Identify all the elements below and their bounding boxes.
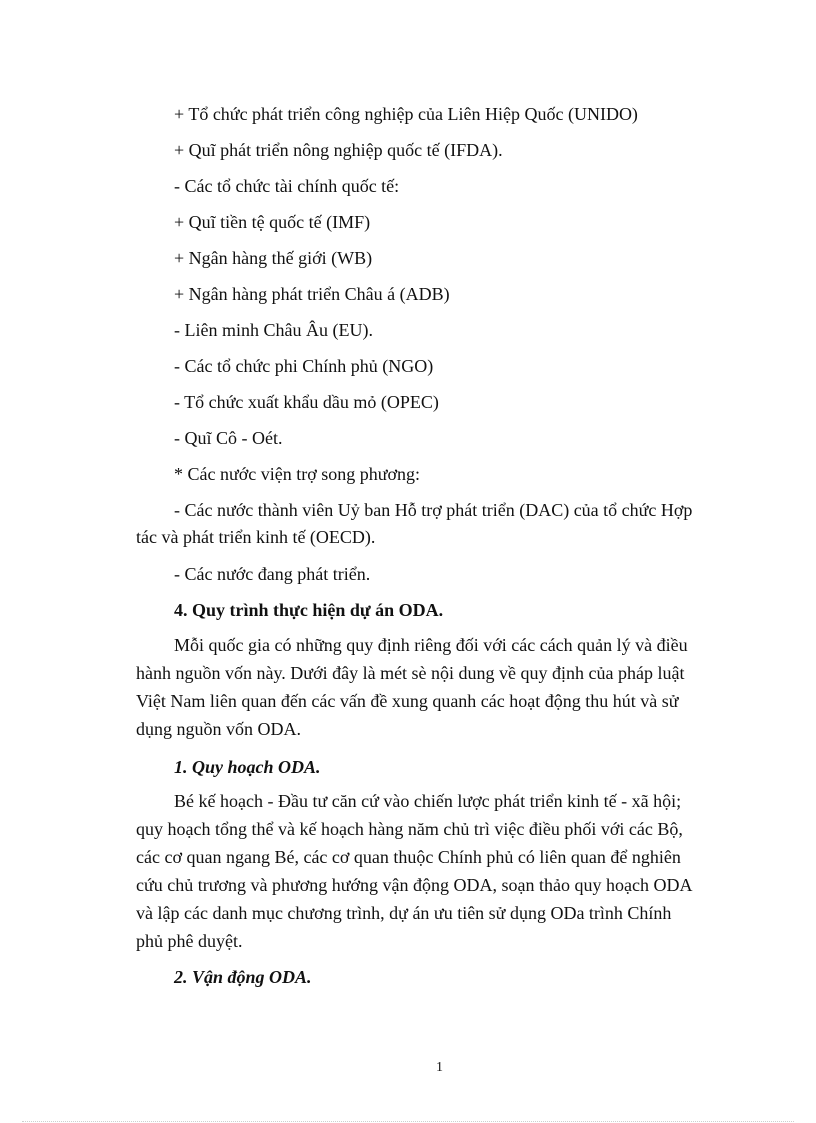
list-item-eu: - Liên minh Châu Âu (EU). — [174, 320, 373, 340]
list-item-dac-line2: tác và phát triển kinh tế (OECD). — [136, 527, 376, 547]
list-item-kuwait-fund: - Quĩ Cô - Oét. — [174, 428, 283, 448]
paragraph-2-line1: Bé kế hoạch - Đầu tư căn cứ vào chiến lược phát triển kinh tế - xã hội; — [174, 791, 682, 811]
list-item-adb: + Ngân hàng phát triển Châu á (ADB) — [174, 284, 450, 304]
paragraph-2-line4: cứu chủ trương và phương hướng vận động ODA, soạn thảo quy hoạch ODA — [136, 875, 693, 895]
list-item-imf: + Quĩ tiền tệ quốc tế (IMF) — [174, 212, 371, 232]
list-item-ngo: - Các tổ chức phi Chính phủ (NGO) — [174, 356, 434, 376]
list-item-unido: + Tổ chức phát triển công nghiệp của Liên Hiệp Quốc (UNIDO) — [174, 104, 638, 124]
list-heading-bilateral: * Các nước viện trợ song phương: — [174, 464, 421, 484]
paragraph-1-line3: Việt Nam liên quan đến các vấn đề xung quanh các hoạt động thu hút và sử — [136, 691, 679, 711]
paragraph-1-line4: dụng nguồn vốn ODA. — [136, 719, 301, 739]
paragraph-2-line3: các cơ quan ngang Bé, các cơ quan thuộc Chính phủ có liên quan để nghiên — [136, 847, 681, 867]
paragraph-1-line2: hành nguồn vốn này. Dưới đây là mét sè nội dung về quy định của pháp luật — [136, 663, 685, 683]
section-heading-4: 4. Quy trình thực hiện dự án ODA. — [174, 600, 444, 620]
page-bottom-divider — [22, 1121, 794, 1122]
page-number: 1 — [436, 1060, 443, 1075]
subsection-heading-1: 1. Quy hoạch ODA. — [174, 757, 321, 777]
paragraph-2-line2: quy hoạch tổng thể và kế hoạch hàng năm chủ trì việc điều phối với các Bộ, — [136, 819, 683, 839]
list-item-ifda: + Quĩ phát triển nông nghiệp quốc tế (IFDA). — [174, 140, 503, 160]
paragraph-2-line6: phủ phê duyệt. — [136, 931, 243, 951]
list-item-developing: - Các nước đang phát triển. — [174, 564, 371, 584]
paragraph-2-line5: và lập các danh mục chương trình, dự án ưu tiên sử dụng ODa trình Chính — [136, 903, 672, 923]
list-item-financial-orgs: - Các tổ chức tài chính quốc tế: — [174, 176, 400, 196]
subsection-heading-2: 2. Vận động ODA. — [174, 967, 312, 987]
paragraph-1-line1: Mỗi quốc gia có những quy định riêng đối với các cách quản lý và điều — [174, 635, 688, 655]
list-item-opec: - Tổ chức xuất khẩu dầu mỏ (OPEC) — [174, 392, 439, 412]
list-item-wb: + Ngân hàng thế giới (WB) — [174, 248, 373, 268]
list-item-dac-line1: - Các nước thành viên Uỷ ban Hỗ trợ phát triển (DAC) của tổ chức Hợp — [174, 500, 693, 520]
